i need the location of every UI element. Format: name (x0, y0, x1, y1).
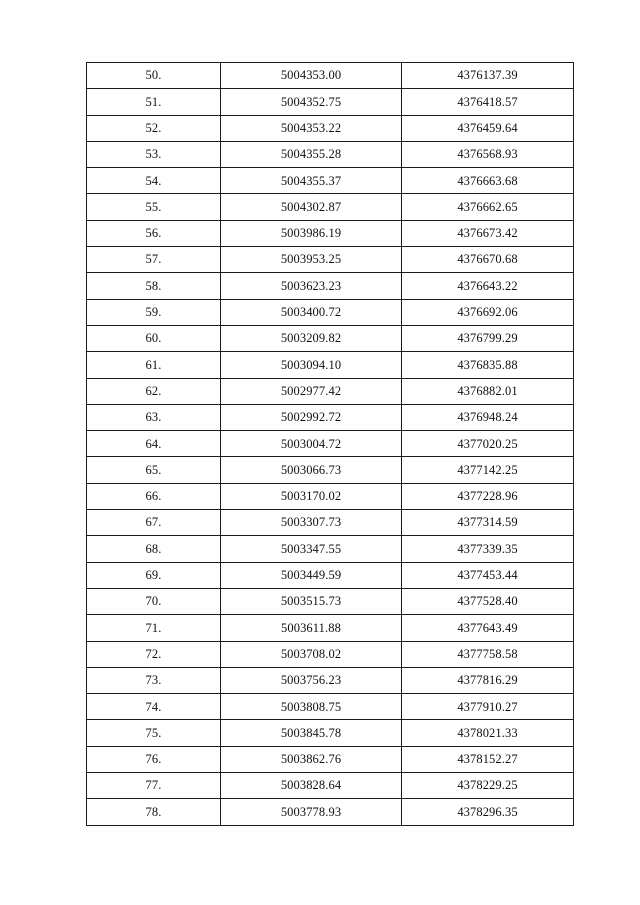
x-coordinate-cell: 5003094.10 (221, 352, 402, 378)
y-coordinate-cell: 4377453.44 (402, 562, 574, 588)
x-coordinate-cell: 5003708.02 (221, 641, 402, 667)
point-number-cell: 66. (87, 483, 221, 509)
coordinates-table (86, 62, 574, 826)
point-number-cell: 56. (87, 220, 221, 246)
point-number-cell: 68. (87, 536, 221, 562)
table-row (87, 483, 574, 509)
table-row (87, 431, 574, 457)
x-coordinate-cell: 5003623.23 (221, 273, 402, 299)
y-coordinate-cell: 4378229.25 (402, 773, 574, 799)
table-row (87, 457, 574, 483)
x-coordinate-cell: 5003066.73 (221, 457, 402, 483)
table-row (87, 746, 574, 772)
table-row (87, 299, 574, 325)
table-row (87, 247, 574, 273)
point-number-cell: 73. (87, 667, 221, 693)
x-coordinate-cell: 5003808.75 (221, 694, 402, 720)
y-coordinate-cell: 4376662.65 (402, 194, 574, 220)
x-coordinate-cell: 5003611.88 (221, 615, 402, 641)
point-number-cell: 74. (87, 694, 221, 720)
point-number-cell: 75. (87, 720, 221, 746)
x-coordinate-cell: 5002977.42 (221, 378, 402, 404)
y-coordinate-cell: 4377816.29 (402, 667, 574, 693)
table-row (87, 694, 574, 720)
point-number-cell: 58. (87, 273, 221, 299)
x-coordinate-cell: 5004353.22 (221, 115, 402, 141)
point-number-cell: 72. (87, 641, 221, 667)
x-coordinate-cell: 5004352.75 (221, 89, 402, 115)
y-coordinate-cell: 4377228.96 (402, 483, 574, 509)
y-coordinate-cell: 4378296.35 (402, 799, 574, 825)
table-row (87, 115, 574, 141)
table-row (87, 404, 574, 430)
x-coordinate-cell: 5003986.19 (221, 220, 402, 246)
point-number-cell: 50. (87, 63, 221, 89)
table-row (87, 615, 574, 641)
x-coordinate-cell: 5003845.78 (221, 720, 402, 746)
point-number-cell: 76. (87, 746, 221, 772)
point-number-cell: 63. (87, 404, 221, 430)
x-coordinate-cell: 5003862.76 (221, 746, 402, 772)
point-number-cell: 51. (87, 89, 221, 115)
point-number-cell: 62. (87, 378, 221, 404)
x-coordinate-cell: 5003515.73 (221, 588, 402, 614)
point-number-cell: 78. (87, 799, 221, 825)
table-row (87, 194, 574, 220)
table-row (87, 799, 574, 825)
table-row (87, 536, 574, 562)
y-coordinate-cell: 4378021.33 (402, 720, 574, 746)
y-coordinate-cell: 4376882.01 (402, 378, 574, 404)
point-number-cell: 54. (87, 168, 221, 194)
y-coordinate-cell: 4377643.49 (402, 615, 574, 641)
y-coordinate-cell: 4377910.27 (402, 694, 574, 720)
y-coordinate-cell: 4376670.68 (402, 247, 574, 273)
x-coordinate-cell: 5003347.55 (221, 536, 402, 562)
x-coordinate-cell: 5004355.37 (221, 168, 402, 194)
x-coordinate-cell: 5003209.82 (221, 325, 402, 351)
point-number-cell: 67. (87, 510, 221, 536)
x-coordinate-cell: 5004353.00 (221, 63, 402, 89)
point-number-cell: 77. (87, 773, 221, 799)
point-number-cell: 60. (87, 325, 221, 351)
y-coordinate-cell: 4376643.22 (402, 273, 574, 299)
point-number-cell: 71. (87, 615, 221, 641)
x-coordinate-cell: 5003170.02 (221, 483, 402, 509)
y-coordinate-cell: 4377758.58 (402, 641, 574, 667)
y-coordinate-cell: 4376137.39 (402, 63, 574, 89)
x-coordinate-cell: 5002992.72 (221, 404, 402, 430)
x-coordinate-cell: 5003307.73 (221, 510, 402, 536)
x-coordinate-cell: 5003400.72 (221, 299, 402, 325)
y-coordinate-cell: 4376459.64 (402, 115, 574, 141)
x-coordinate-cell: 5004302.87 (221, 194, 402, 220)
point-number-cell: 52. (87, 115, 221, 141)
table-row (87, 510, 574, 536)
coordinates-table-body (87, 63, 574, 826)
table-row (87, 273, 574, 299)
y-coordinate-cell: 4376568.93 (402, 141, 574, 167)
table-row (87, 168, 574, 194)
point-number-cell: 61. (87, 352, 221, 378)
point-number-cell: 57. (87, 247, 221, 273)
table-row (87, 220, 574, 246)
y-coordinate-cell: 4376835.88 (402, 352, 574, 378)
table-row (87, 63, 574, 89)
y-coordinate-cell: 4377314.59 (402, 510, 574, 536)
y-coordinate-cell: 4376673.42 (402, 220, 574, 246)
table-row (87, 588, 574, 614)
x-coordinate-cell: 5003756.23 (221, 667, 402, 693)
table-row (87, 562, 574, 588)
y-coordinate-cell: 4378152.27 (402, 746, 574, 772)
x-coordinate-cell: 5003778.93 (221, 799, 402, 825)
table-row (87, 667, 574, 693)
y-coordinate-cell: 4376799.29 (402, 325, 574, 351)
x-coordinate-cell: 5003828.64 (221, 773, 402, 799)
point-number-cell: 59. (87, 299, 221, 325)
table-row (87, 720, 574, 746)
point-number-cell: 70. (87, 588, 221, 614)
y-coordinate-cell: 4376948.24 (402, 404, 574, 430)
y-coordinate-cell: 4376663.68 (402, 168, 574, 194)
table-row (87, 325, 574, 351)
y-coordinate-cell: 4377528.40 (402, 588, 574, 614)
y-coordinate-cell: 4377142.25 (402, 457, 574, 483)
x-coordinate-cell: 5003449.59 (221, 562, 402, 588)
y-coordinate-cell: 4377020.25 (402, 431, 574, 457)
table-row (87, 352, 574, 378)
x-coordinate-cell: 5004355.28 (221, 141, 402, 167)
y-coordinate-cell: 4376692.06 (402, 299, 574, 325)
point-number-cell: 65. (87, 457, 221, 483)
table-row (87, 141, 574, 167)
table-row (87, 378, 574, 404)
table-row (87, 773, 574, 799)
point-number-cell: 69. (87, 562, 221, 588)
table-row (87, 89, 574, 115)
x-coordinate-cell: 5003953.25 (221, 247, 402, 273)
x-coordinate-cell: 5003004.72 (221, 431, 402, 457)
point-number-cell: 55. (87, 194, 221, 220)
point-number-cell: 53. (87, 141, 221, 167)
table-row (87, 641, 574, 667)
y-coordinate-cell: 4376418.57 (402, 89, 574, 115)
y-coordinate-cell: 4377339.35 (402, 536, 574, 562)
point-number-cell: 64. (87, 431, 221, 457)
